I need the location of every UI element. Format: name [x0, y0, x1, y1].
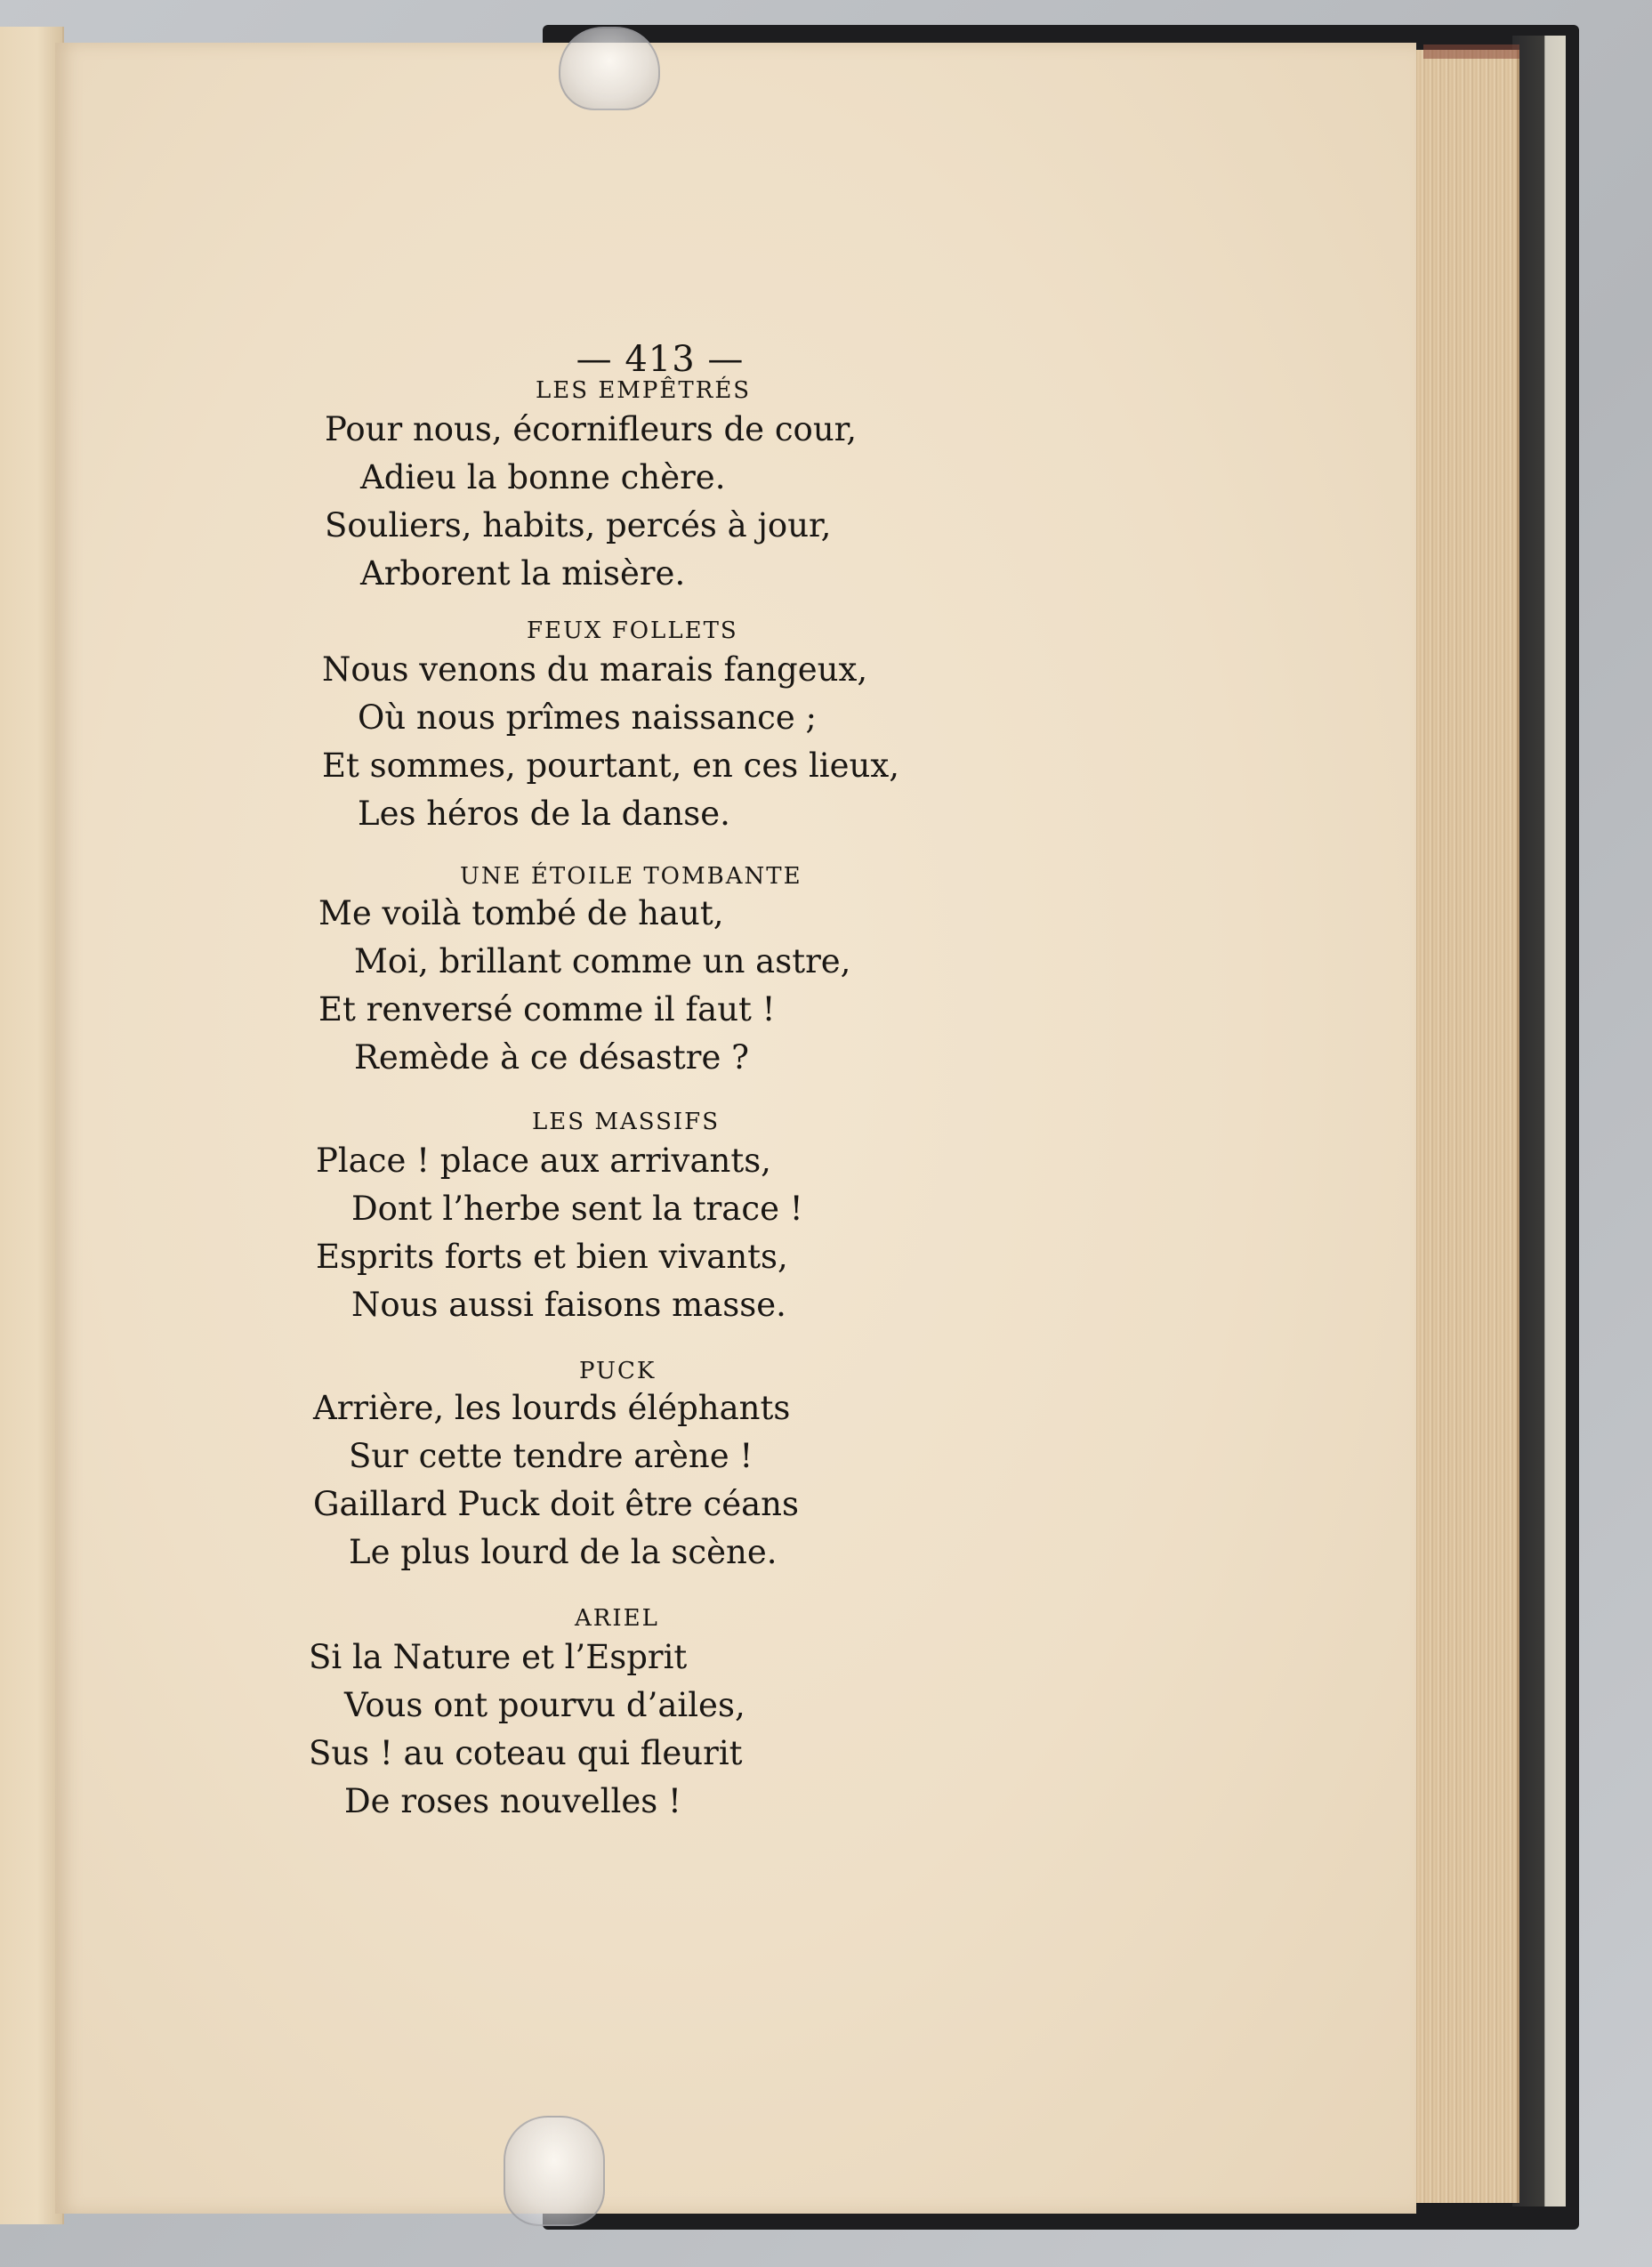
section-heading: FEUX FOLLETS — [527, 617, 738, 644]
verse-line: Adieu la bonne chère. — [360, 458, 726, 496]
page-clip-top — [559, 27, 660, 110]
verse-line: Où nous prîmes naissance ; — [358, 698, 817, 737]
verse-line: Esprits forts et bien vivants, — [316, 1238, 788, 1276]
verse-stanza — [316, 1137, 803, 1329]
verse-line: Et renversé comme il faut ! — [318, 990, 776, 1029]
verse-line: Le plus lourd de la scène. — [349, 1533, 778, 1571]
page-stack-edge — [1410, 50, 1519, 2203]
verse-line: Moi, brillant comme un astre, — [354, 942, 851, 980]
verse-line: Sus ! au coteau qui fleurit — [309, 1734, 743, 1772]
verse-line: Et sommes, pourtant, en ces lieux, — [322, 746, 899, 785]
section-heading: PUCK — [579, 1358, 657, 1384]
section-heading: LES MASSIFS — [532, 1109, 721, 1135]
page-number: — 413 — — [576, 339, 745, 380]
verse-line: Pour nous, écornifleurs de cour, — [325, 410, 858, 448]
verse-line: Remède à ce désastre ? — [354, 1038, 749, 1077]
verse-stanza — [313, 1384, 799, 1577]
verse-line: Si la Nature et l’Esprit — [309, 1638, 688, 1676]
verse-line: Souliers, habits, percés à jour, — [325, 506, 832, 545]
verse-stanza — [325, 406, 857, 598]
verse-line: Nous venons du marais fangeux, — [322, 650, 868, 689]
book-cover-edge — [1512, 36, 1566, 2206]
verse-line: Gaillard Puck doit être céans — [313, 1485, 799, 1523]
section-heading: UNE ÉTOILE TOMBANTE — [460, 863, 802, 890]
section-heading: ARIEL — [575, 1605, 659, 1632]
verse-line: Vous ont pourvu d’ailes, — [344, 1686, 745, 1724]
verse-line: Les héros de la danse. — [358, 795, 730, 833]
section-heading: LES EMPÊTRÉS — [536, 377, 752, 404]
verse-line: Arrière, les lourds éléphants — [313, 1389, 791, 1427]
page-text — [55, 43, 1416, 2214]
verse-stanza — [309, 1634, 745, 1826]
verse-stanza — [322, 646, 899, 838]
verse-line: Arborent la misère. — [360, 554, 686, 593]
verse-stanza — [318, 890, 850, 1082]
verse-line: Place ! place aux arrivants, — [316, 1142, 771, 1180]
verse-line: Sur cette tendre arène ! — [349, 1437, 753, 1475]
verse-line: Dont l’herbe sent la trace ! — [351, 1190, 803, 1228]
verse-line: Nous aussi faisons masse. — [351, 1286, 786, 1324]
page-clip-bottom — [504, 2116, 605, 2226]
verse-line: De roses nouvelles ! — [344, 1782, 681, 1820]
page-stack-top-edge — [1423, 44, 1519, 59]
verse-line: Me voilà tombé de haut, — [318, 894, 724, 932]
book-page — [55, 43, 1416, 2214]
